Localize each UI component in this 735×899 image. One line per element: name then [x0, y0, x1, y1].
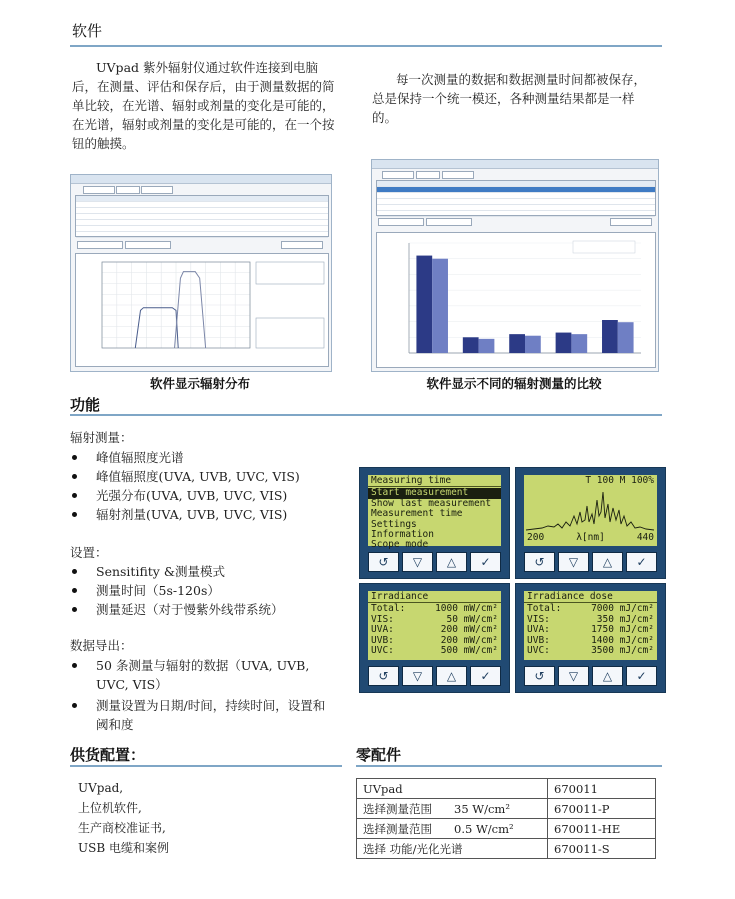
down-button[interactable]: ▽ [402, 666, 433, 686]
row-label: Total: [527, 603, 562, 615]
row-label: UVC: [527, 645, 550, 657]
list-item: 光强分布(UVA, UVB, UVC, VIS) [70, 486, 350, 505]
row-label: VIS: [527, 613, 550, 625]
spectrum-plot [524, 486, 657, 532]
group-title-settings: 设置： [70, 545, 108, 560]
supply-list [78, 778, 169, 858]
functions-rule [70, 414, 662, 416]
table-row [357, 819, 656, 839]
software-screenshot-distribution [70, 174, 332, 372]
row-value: 200 mW/cm² [440, 624, 498, 636]
list-item: 测量时间（5s-120s） [70, 581, 350, 600]
confirm-button[interactable]: ✓ [626, 552, 657, 572]
distribution-chart [76, 254, 328, 366]
down-button[interactable]: ▽ [558, 666, 589, 686]
table-row [357, 799, 656, 819]
bar [571, 334, 587, 353]
row-value: 3500 mJ/cm² [591, 645, 654, 657]
row-label: VIS: [371, 613, 394, 625]
software-screenshot-comparison [371, 159, 659, 372]
bar [479, 339, 495, 353]
up-button[interactable]: △ [436, 552, 467, 572]
up-button[interactable]: △ [436, 666, 467, 686]
spectrum-header: T 100 M 100% [585, 475, 654, 486]
back-button[interactable]: ↺ [524, 666, 555, 686]
list-export [70, 656, 332, 734]
functions-heading: 功能 [70, 396, 101, 414]
row-label: UVC: [371, 645, 394, 657]
row-label: UVA: [527, 624, 550, 636]
row-value: 7000 mJ/cm² [591, 603, 654, 615]
list-item: 峰值辐照度光谱 [70, 448, 350, 467]
down-button[interactable]: ▽ [402, 552, 433, 572]
supply-item: 上位机软件, [78, 801, 142, 815]
bar [416, 256, 432, 353]
menu-item-measurement-time[interactable]: Measurement time [371, 508, 463, 520]
row-value: 1400 mJ/cm² [591, 634, 654, 646]
legend-box [256, 262, 324, 284]
caption-comparison: 软件显示不同的辐射测量的比较 [426, 376, 602, 391]
info-box [256, 318, 324, 348]
list-item: 峰值辐照度(UVA, UVB, UVC, VIS) [70, 467, 350, 486]
legend-box [573, 241, 635, 253]
part-code: 670011-P [548, 799, 656, 819]
supply-heading: 供货配置： [70, 746, 146, 764]
list-item: Sensitifity &测量模式 [70, 562, 350, 581]
spectrum-x-label: λ[nm] [576, 532, 605, 544]
list-item: 辐射剂量(UVA, UVB, UVC, VIS) [70, 505, 350, 524]
device-irradiance-screen [359, 583, 510, 693]
row-label: Total: [371, 603, 406, 615]
bar [602, 320, 618, 353]
device-spectrum-screen [515, 467, 666, 579]
list-settings [70, 562, 350, 619]
series-line [135, 308, 178, 348]
part-name: 选择测量范围 [363, 821, 432, 836]
group-title-export: 数据导出： [70, 638, 133, 653]
part-code: 670011 [548, 779, 656, 799]
row-value: 1750 mJ/cm² [591, 624, 654, 636]
table-row [357, 779, 656, 799]
back-button[interactable]: ↺ [524, 552, 555, 572]
dose-title: Irradiance dose [524, 591, 657, 603]
group-title-radiation: 辐射测量： [70, 430, 133, 445]
supply-item: UVpad, [78, 781, 124, 795]
parts-heading: 零配件 [356, 746, 402, 764]
irradiance-title: Irradiance [368, 591, 501, 603]
spectrum-x-start: 200 [527, 532, 545, 544]
menu-item-settings[interactable]: Settings [371, 518, 417, 530]
list-item: 测量延迟（对于慢紫外线带系统） [70, 600, 350, 619]
row-label: UVA: [371, 624, 394, 636]
confirm-button[interactable]: ✓ [470, 552, 501, 572]
device-menu-screen [359, 467, 510, 579]
list-item: 测量设置为日期/时间，持续时间，设置和阈和度 [70, 696, 332, 734]
bar [509, 334, 525, 353]
part-code: 670011-HE [548, 819, 656, 839]
menu-item-start-measurement[interactable]: Start measurement [368, 488, 501, 498]
row-value: 50 mW/cm² [446, 613, 498, 625]
bar [618, 322, 634, 353]
confirm-button[interactable]: ✓ [470, 666, 501, 686]
list-item: 50 条测量与辐射的数据（UVA, UVB, UVC, VIS） [70, 656, 332, 694]
comparison-plot [376, 232, 656, 368]
list-radiation [70, 448, 350, 524]
software-paragraph-left: UVpad 紫外辐射仪通过软件连接到电脑后，在测量、评估和保存后，由于测量数据的简单比较，在光谱、辐射或剂量的变化是可能的，在光谱，辐射或剂量的变化是可能的，在一个按钮的触摸。 [72, 60, 335, 151]
bar [463, 337, 479, 353]
bar [525, 336, 541, 353]
part-range: 35 W/cm² [454, 801, 510, 816]
row-label: UVB: [371, 634, 394, 646]
software-heading: 软件 [72, 22, 103, 40]
part-name: 选择 功能/光化光谱 [363, 841, 463, 856]
part-range: 0.5 W/cm² [454, 821, 514, 836]
back-button[interactable]: ↺ [368, 666, 399, 686]
down-button[interactable]: ▽ [558, 552, 589, 572]
menu-item-show-last[interactable]: Show last measurement [371, 497, 492, 509]
caption-distribution: 软件显示辐射分布 [149, 376, 250, 391]
row-value: 1000 mW/cm² [435, 603, 498, 615]
spectrum-x-end: 440 [636, 532, 654, 544]
supply-item: 生产商校准证书, [78, 821, 166, 835]
supply-rule [70, 765, 342, 767]
row-value: 200 mW/cm² [440, 634, 498, 646]
parts-rule [356, 765, 662, 767]
supply-item: USB 电缆和案例 [78, 841, 169, 855]
menu-title: Measuring time [368, 475, 501, 487]
series-line [175, 272, 206, 348]
up-button[interactable]: △ [592, 666, 623, 686]
device-dose-screen [515, 583, 666, 693]
software-rule [70, 45, 662, 47]
row-value: 350 mJ/cm² [596, 613, 654, 625]
row-label: UVB: [527, 634, 550, 646]
part-name: 选择测量范围 [363, 801, 432, 816]
irradiance-distribution-plot [75, 253, 329, 367]
comparison-chart [377, 233, 655, 367]
menu-item-information[interactable]: Information [371, 529, 434, 541]
part-name: UVpad [363, 781, 403, 796]
up-button[interactable]: △ [592, 552, 623, 572]
row-value: 500 mW/cm² [440, 645, 498, 657]
confirm-button[interactable]: ✓ [626, 666, 657, 686]
parts-table [356, 778, 656, 859]
part-code: 670011-S [548, 839, 656, 859]
back-button[interactable]: ↺ [368, 552, 399, 572]
table-row [357, 839, 656, 859]
software-paragraph-right: 每一次测量的数据和数据测量时间都被保存，总是保持一个统一模还，各种测量结果都是一样的。 [372, 72, 647, 125]
bar [556, 333, 572, 353]
bar [432, 259, 448, 353]
menu-item-scope-mode[interactable]: Scope mode [371, 539, 429, 551]
